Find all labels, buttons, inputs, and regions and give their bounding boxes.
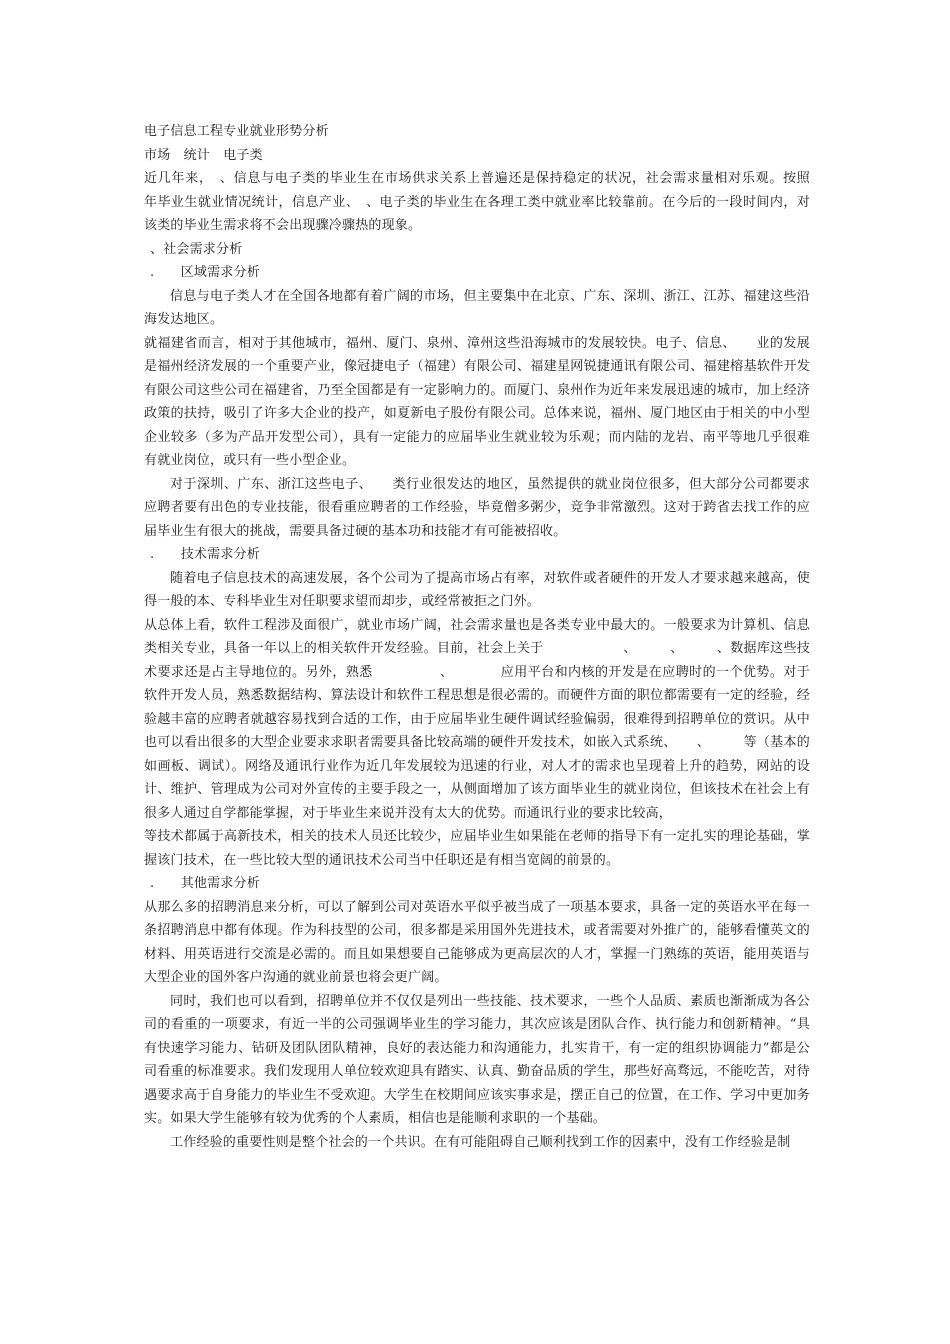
paragraph-work-experience: 工作经验的重要性则是整个社会的一个共识。在有可能阻碍自己顺利找到工作的因素中，没有工作经验是制 [170,1134,791,1150]
paragraph-regional-overview: 信息与电子类人才在全国各地都有着广阔的市场，但主要集中在北京、广东、深圳、浙江、江苏、福建这些沿海发达地区。 [144,288,810,327]
paragraph-personal-qualities: 同时，我们也可以看到，招聘单位并不仅仅是列出一些技能、技术要求，一些个人品质、素质也渐渐成为各公司的看重的一项要求，有近一半的公司强调毕业生的学习能力，其次应该是团队合作、执行能力和创新精神。“具有快速学习能力、钻研及团队团队精神，良好的表达能力和沟通能力，扎实肯干，有一定的组织协调能力”都是公司看重的标准要求。我们发现用人单位较欢迎具有踏实、认真、勤奋品质的学生，那些好高骛远，不能吃苦，对待遇要求高于自身能力的毕业生不受欢迎。大学生在校期间应该实事求是，摆正自己的位置，在工作、学习中更加务实。如果大学生能够有较为优秀的个人素质，相信也是能顺利求职的一个基础。 [144,993,810,1126]
paragraph-tech-development: 随着电子信息技术的高速发展，各个公司为了提高市场占有率，对软件或者硬件的开发人才要求越来越高，使得一般的本、专科毕业生对任职要求望而却步，或经常被拒之门外。 [144,570,810,609]
document-body [144,120,837,1154]
keywords-line: 市场 统计 电子类 [144,147,263,163]
paragraph-english: 从那么多的招聘消息来分析，可以了解到公司对英语水平似乎被当成了一项基本要求，具备一定的英语水平在每一条招聘消息中都有体现。作为科技型的公司，很多都是采用国外先进技术，或者需要对外推广的，能够看懂英文的材料、用英语进行交流是必需的。而且如果想要自己能够成为更高层次的人才，掌握一门熟练的英语，能用英语与大型企业的国外客户沟通的就业前景也将会更广阔。 [144,899,810,985]
section-heading-social-demand: 、社会需求分析 [150,241,243,257]
subheading-other-demand: . 其他需求分析 [150,876,260,891]
paragraph-software-hardware: 从总体上看，软件工程涉及面很广，就业市场广阔，社会需求量也是各类专业中最大的。一般要求为计算机、信息类相关专业，具备一年以上的相关软件开发经验。目前，社会上关于 、 、 、数据库这些技术要求还是占主导地位的。另外，熟悉 、 应用平台和内核的开发是在应聘时的一个优势。对于软件开发人员，熟悉数据结构、算法设计和软件工程思想是很必需的。而硬件方面的职位都需要有一定的经验，经验越丰富的应聘者就越容易找到合适的工作，由于应届毕业生硬件调试经验偏弱，很难得到招聘单位的赏识。从中也可以看出很多的大型企业要求求职者需要具备比较高端的硬件开发技术，如嵌入式系统、 、 等（基本的如画板、调试）。网络及通讯行业作为近几年发展较为迅速的行业，对人才的需求也呈现着上升的趋势，网站的设计、维护、管理成为公司对外宣传的主要手段之一，从侧面增加了该方面毕业生的就业岗位，但该技术在社会上有很多人通过自学都能掌握，对于毕业生来说并没有太大的优势。而通讯行业的要求比较高， [144,617,810,821]
subheading-technical-demand: . 技术需求分析 [150,547,260,562]
paragraph-telecom-tech: 等技术都属于高新技术，相关的技术人员还比较少，应届毕业生如果能在老师的指导下有一定扎实的理论基础，掌握该门技术，在一些比较大型的通讯技术公司当中任职还是有相当宽阔的前景的。 [144,829,810,868]
intro-paragraph: 近几年来， 、信息与电子类的毕业生在市场供求关系上普遍还是保持稳定的状况，社会需求量相对乐观。按照 年毕业生就业情况统计，信息产业、 、电子类的毕业生在各理工类中就业率比较靠前。在今后的一段时间内，对该类的毕业生需求将不会出现骤冷骤热的现象。 [144,171,837,233]
paragraph-coastal-regions: 对于深圳、广东、浙江这些电子、 类行业很发达的地区，虽然提供的就业岗位很多，但大部分公司都要求应聘者要有出色的专业技能，很看重应聘者的工作经验，毕竟僧多粥少，竞争非常激烈。这对于跨省去找工作的应届毕业生有很大的挑战，需要具备过硬的基本功和技能才有可能被招收。 [144,476,810,539]
paragraph-fujian: 就福建省而言，相对于其他城市，福州、厦门、泉州、漳州这些沿海城市的发展较快。电子、信息、 业的发展是福州经济发展的一个重要产业，像冠捷电子（福建）有限公司、福建星网锐捷通讯有限公司、福建榕基软件开发有限公司这些公司在福建省，乃至全国都是有一定影响力的。而厦门、泉州作为近年来发展迅速的城市，加上经济政策的扶持，吸引了许多大企业的投产，如夏新电子股份有限公司。总体来说，福州、厦门地区由于相关的中小型企业较多（多为产品开发型公司），具有一定能力的应届毕业生就业较为乐观；而内陆的龙岩、南平等地几乎很难有就业岗位，或只有一些小型企业。 [144,335,810,468]
subheading-regional-demand: . 区域需求分析 [150,265,260,280]
document-title: 电子信息工程专业就业形势分析 [144,124,329,139]
